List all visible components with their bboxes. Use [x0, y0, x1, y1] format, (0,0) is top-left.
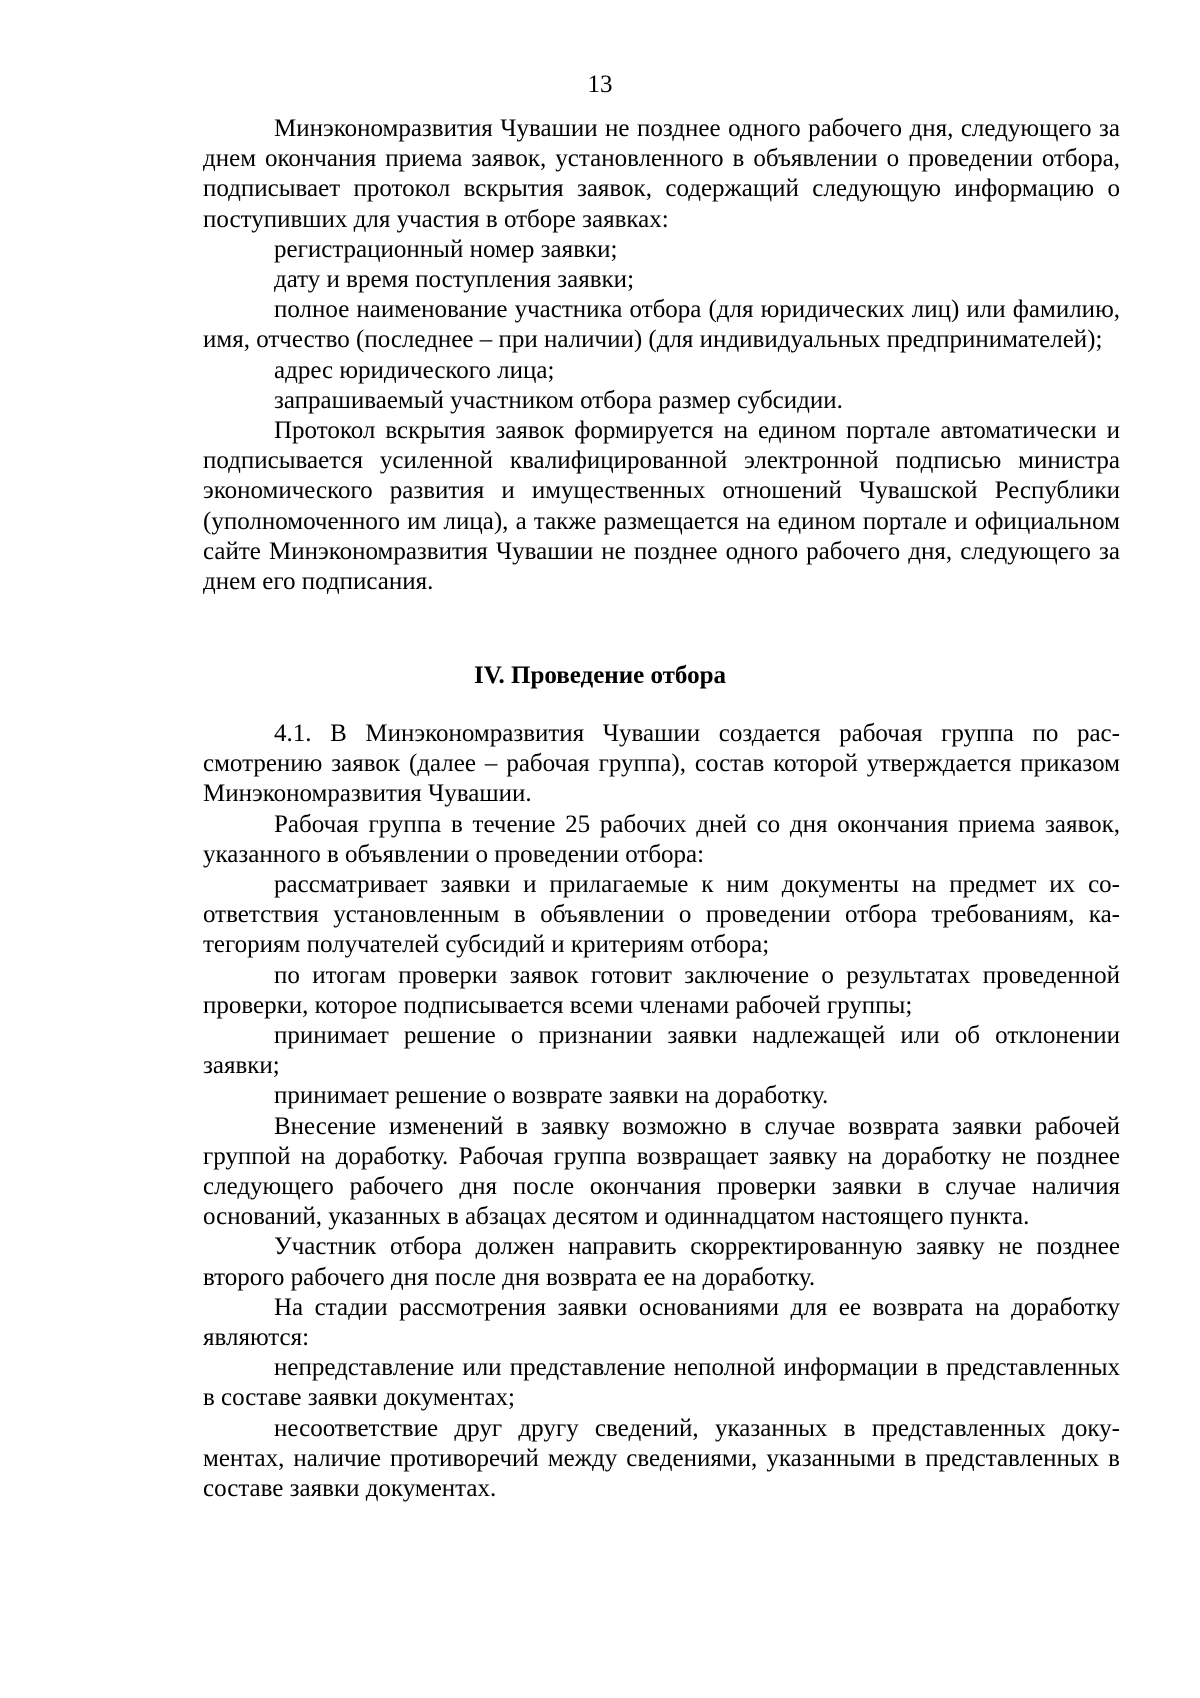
section-conducting-selection [203, 719, 1120, 1504]
paragraph: Участник отбора должен направить скорректированную заявку не позднее второго рабочего дня после дня возврата ее на доработку. [203, 1233, 1120, 1291]
paragraph: Минэкономразвития Чувашии не позднее одного рабочего дня, следующего за днем окончания приема заявок, установленного в объявлении о проведении отбора, подписывает протокол вскрытия заявок, содержащий следующую информацию о поступивших для участия в отборе заявках: [203, 115, 1120, 233]
page-number: 13 [587, 71, 613, 98]
paragraph: Внесение изменений в заявку возможно в случае возврата заявки рабочей группой на доработку. Рабочая группа возвращает заявку на доработку не позднее следующего рабочего дня после окончания проверки заявки в случае наличия оснований, указанных в абзацах десятом и одиннадцатом настоящего пункта. [203, 1112, 1120, 1231]
list-item: несоответствие друг другу сведений, указанных в представленных документах, наличие противоречий между сведениями, указанными в представленных в составе заявки документах. [203, 1414, 1120, 1503]
list-item: дату и время поступления заявки; [274, 266, 635, 294]
list-item: регистрационный номер заявки; [274, 235, 618, 263]
list-item: запрашиваемый участником отбора размер субсидии. [274, 386, 843, 414]
list-item: по итогам проверки заявок готовит заключение о результатах проведенной проверки, которое подписывается всеми членами рабочей группы; [203, 961, 1120, 1019]
section-heading: IV. Проведение отбора [474, 662, 726, 689]
list-item: непредставление или представление неполной информации в представленных в составе заявки документах; [203, 1354, 1120, 1412]
list-item: рассматривает заявки и прилагаемые к ним документы на предмет их соответствия установленным в объявлении о проведении отбора требованиям, категориям получателей субсидий и критериям отбора; [203, 871, 1120, 959]
list-item: принимает решение о возврате заявки на доработку. [274, 1082, 829, 1110]
paragraph: Протокол вскрытия заявок формируется на едином портале автоматически и подписывается усиленной квалифицированной электронной подписью министра экономического развития и имущественных отношений Чувашской Республики (уполномоченного им лица), а также размещается на едином портале и официальном сайте Минэкономразвития Чувашии не позднее одного рабочего дня, следующего за днем его подписания. [203, 417, 1120, 596]
list-item: полное наименование участника отбора (для юридических лиц) или фамилию, имя, отчество (последнее – при наличии) (для индивидуальных предпринимателей); [203, 296, 1120, 354]
paragraph: Рабочая группа в течение 25 рабочих дней со дня окончания приема заявок, указанного в объявлении о проведении отбора: [203, 810, 1120, 868]
paragraph: На стадии рассмотрения заявки основаниями для ее возврата на доработку являются: [203, 1293, 1120, 1352]
paragraph: 4.1. В Минэкономразвития Чувашии создается рабочая группа по рассмотрению заявок (далее – рабочая группа), состав которой утверждается приказом Минэкономразвития Чувашии. [203, 720, 1120, 808]
section-opening-protocol [203, 114, 1120, 597]
list-item: принимает решение о признании заявки надлежащей или об отклонении заявки; [203, 1022, 1120, 1080]
list-item: адрес юридического лица; [274, 356, 555, 384]
